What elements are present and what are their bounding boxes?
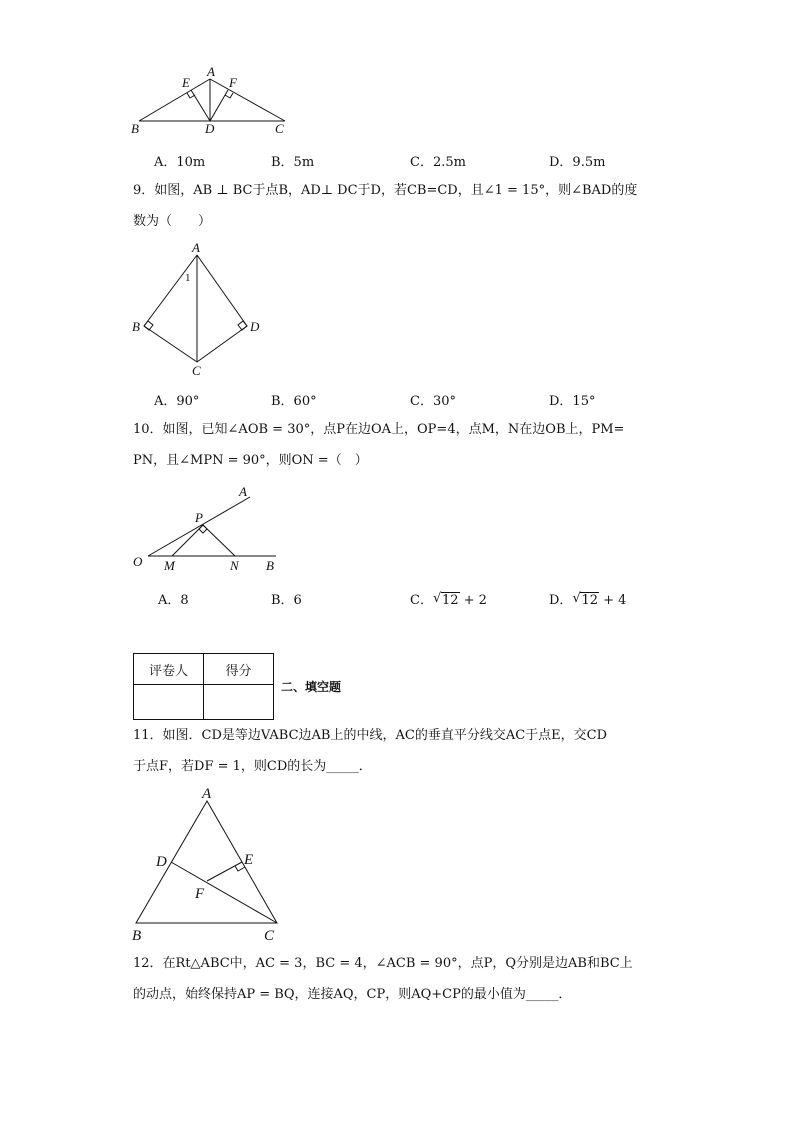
section-title: 二、填空题 bbox=[281, 680, 342, 694]
q10-option-c-radicand: 12 bbox=[441, 593, 459, 608]
q11-label-f: F bbox=[195, 886, 205, 902]
q10-text-line2: PN，且∠MPN = 90°，则ON =（ ） bbox=[133, 453, 368, 468]
q9-label-1: 1 bbox=[185, 272, 191, 284]
q9-figure bbox=[128, 238, 268, 380]
q11-segment-cd bbox=[171, 862, 277, 923]
q10-figure bbox=[128, 480, 288, 575]
q8-figure bbox=[125, 62, 295, 140]
q10-option-c-prefix: C． bbox=[410, 593, 433, 608]
q11-text-line1: 11．如图．CD是等边VABC边AB上的中线，AC的垂直平分线交AC于点E，交CD bbox=[133, 728, 608, 743]
q11-figure bbox=[125, 782, 295, 944]
q8-label-e: E bbox=[182, 75, 190, 90]
score-table-score-cell bbox=[204, 685, 274, 720]
q8-label-d: D bbox=[205, 121, 215, 136]
q10-text-line1: 10．如图，已知∠AOB = 30°，点P在边OA上，OP=4，点M，N在边OB上，PM= bbox=[133, 422, 625, 437]
q8-segment-de bbox=[191, 90, 210, 121]
q10-option-c bbox=[410, 589, 487, 608]
q8-option-c: C．2.5m bbox=[410, 155, 466, 170]
q10-label-p: P bbox=[195, 510, 203, 525]
q9-option-c: C．30° bbox=[410, 394, 456, 409]
q10-label-b: B bbox=[266, 558, 274, 573]
q10-ray-oa bbox=[148, 497, 250, 556]
q10-segment-pm bbox=[172, 525, 203, 556]
q9-text-line1: 9．如图，AB ⊥ BC于点B，AD⊥ DC于D，若CB=CD，且∠1 = 15°，则∠BAD的度 bbox=[133, 183, 638, 198]
q12-text-line1: 12．在Rt△ABC中，AC = 3，BC = 4，∠ACB = 90°，点P，Q分别是边AB和BC上 bbox=[133, 956, 633, 971]
q9-option-b: B．60° bbox=[271, 394, 317, 409]
q8-label-b: B bbox=[131, 121, 139, 136]
q8-segment-ac bbox=[210, 79, 285, 121]
q8-option-d: D．9.5m bbox=[549, 155, 606, 170]
score-table-score-header: 得分 bbox=[204, 654, 274, 685]
score-table bbox=[133, 653, 274, 720]
q10-option-c-suffix: + 2 bbox=[459, 593, 487, 608]
q9-segment-ad bbox=[197, 255, 247, 326]
q8-option-b: B．5m bbox=[271, 155, 315, 170]
q12-text-line2: 的动点，始终保持AP = BQ，连接AQ，CP，则AQ+CP的最小值为_____． bbox=[133, 987, 572, 1002]
q10-label-o: O bbox=[133, 554, 143, 569]
q10-option-d-radical: √ 12 bbox=[572, 591, 598, 608]
q8-label-f: F bbox=[229, 75, 237, 90]
q9-text-line2: 数为（ ） bbox=[133, 214, 212, 229]
q8-label-a: A bbox=[207, 64, 215, 79]
q11-segment-fe bbox=[207, 862, 242, 881]
q9-segment-bc bbox=[144, 326, 197, 362]
q9-option-d: D．15° bbox=[549, 394, 596, 409]
q11-label-c: C bbox=[264, 928, 275, 944]
q10-option-a: A．8 bbox=[158, 593, 189, 608]
q9-segment-dc bbox=[197, 326, 247, 362]
q8-option-a: A．10m bbox=[154, 155, 206, 170]
q10-label-n: N bbox=[230, 558, 239, 573]
q10-option-c-radical: √ 12 bbox=[432, 591, 459, 608]
q11-text-line2: 于点F，若DF = 1，则CD的长为_____． bbox=[133, 759, 372, 774]
q9-segment-ab bbox=[144, 255, 197, 326]
q10-label-a: A bbox=[239, 484, 247, 499]
q11-label-d: D bbox=[156, 854, 167, 870]
score-table-reviewer-cell bbox=[134, 685, 204, 720]
q10-option-d bbox=[549, 589, 626, 608]
score-table-reviewer-header: 评卷人 bbox=[134, 654, 204, 685]
q11-label-e: E bbox=[244, 852, 254, 868]
q9-label-d: D bbox=[250, 319, 260, 334]
q10-label-m: M bbox=[164, 558, 175, 573]
q11-label-a: A bbox=[202, 786, 212, 802]
q8-segment-ab bbox=[139, 79, 210, 121]
q9-label-b: B bbox=[132, 319, 140, 334]
q10-option-b: B．6 bbox=[271, 593, 302, 608]
q9-label-c: C bbox=[192, 363, 201, 378]
q10-option-d-prefix: D． bbox=[549, 593, 573, 608]
q11-label-b: B bbox=[132, 928, 142, 944]
q8-label-c: C bbox=[275, 121, 284, 136]
q9-label-a: A bbox=[192, 240, 200, 255]
q9-option-a: A．90° bbox=[154, 394, 200, 409]
q10-option-d-suffix: + 4 bbox=[598, 593, 627, 608]
q10-option-d-radicand: 12 bbox=[581, 593, 598, 608]
q10-segment-pn bbox=[203, 525, 235, 556]
